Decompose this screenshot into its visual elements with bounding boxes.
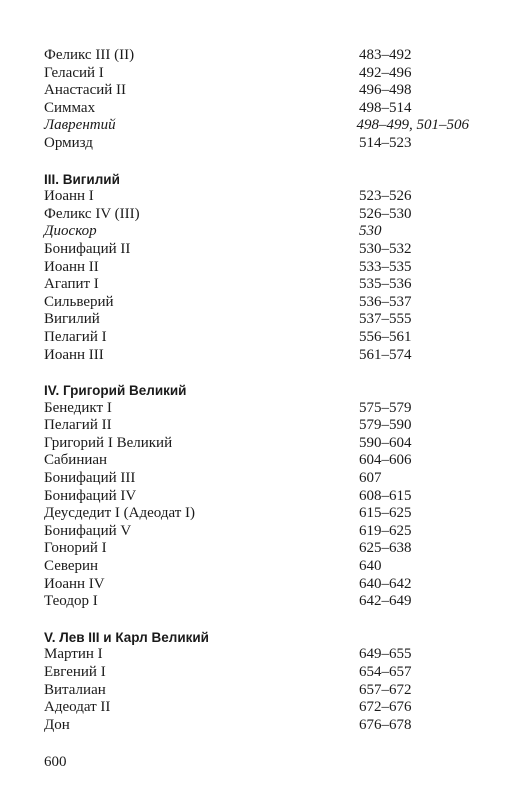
section-heading: V. Лев III и Карл Великий: [44, 629, 209, 645]
pope-name: Иоанн I: [44, 188, 94, 205]
pope-name: Бенедикт I: [44, 399, 112, 416]
table-row: [44, 276, 469, 294]
pope-name: Деусдедит I (Адеодат I): [44, 505, 196, 522]
table-row: [44, 65, 469, 83]
pope-name: Мартин I: [44, 646, 103, 663]
pope-name: Адеодат II: [44, 699, 111, 716]
pope-name: Бонифаций III: [44, 470, 136, 487]
table-row: [44, 452, 469, 470]
table-row: [44, 417, 469, 435]
table-row: [44, 470, 469, 488]
pope-name: Бонифаций IV: [44, 487, 137, 504]
pope-dates: 523–526: [359, 188, 412, 205]
table-row: [44, 347, 469, 365]
table-row: [44, 135, 469, 153]
table-row: [44, 400, 469, 418]
pope-dates: 657–672: [359, 681, 412, 698]
pope-dates: 642–649: [359, 593, 412, 610]
pope-name: Вигилий: [44, 311, 100, 328]
pope-dates: 649–655: [359, 646, 412, 663]
table-row: [44, 47, 469, 65]
pope-name: Пелагий II: [44, 417, 112, 434]
pope-name: Сабиниан: [44, 452, 108, 469]
section-heading: III. Вигилий: [44, 171, 120, 187]
table-row: [44, 188, 469, 206]
pope-name: Теодор I: [44, 593, 98, 610]
table-row: [44, 664, 469, 682]
table-row: [44, 259, 469, 277]
section-heading: IV. Григорий Великий: [44, 383, 187, 399]
pope-name: Феликс IV (III): [44, 205, 140, 222]
pope-dates: 615–625: [359, 505, 412, 522]
pope-dates: 625–638: [359, 540, 412, 557]
table-row-antipope: [44, 223, 469, 241]
page-number: 600: [44, 754, 67, 770]
pope-name: Геласий I: [44, 64, 104, 81]
pope-name: Гонорий I: [44, 540, 107, 557]
table-row: [44, 505, 469, 523]
pope-name: Иоанн II: [44, 258, 99, 275]
table-row: [44, 682, 469, 700]
table-row: [44, 435, 469, 453]
pope-name: Агапит I: [44, 276, 99, 293]
pope-dates: 575–579: [359, 399, 412, 416]
table-row: [44, 646, 469, 664]
pope-name: Ормизд: [44, 134, 93, 151]
pope-dates: 535–536: [359, 276, 412, 293]
section-vigilius: [44, 171, 469, 365]
pope-dates: 530–532: [359, 240, 412, 257]
pope-name: Дон: [44, 716, 70, 733]
pope-name: Пелагий I: [44, 328, 107, 345]
pope-dates: 496–498: [359, 82, 412, 99]
section-gregory-the-great: [44, 382, 469, 611]
pope-name: Сильверий: [44, 293, 114, 310]
table-row: [44, 523, 469, 541]
pope-name: Диоскор: [44, 223, 97, 240]
pope-dates: 590–604: [359, 434, 412, 451]
table-row: [44, 329, 469, 347]
pope-dates: 640–642: [359, 575, 412, 592]
pope-dates: 533–535: [359, 258, 412, 275]
pope-dates: 526–530: [359, 205, 412, 222]
pope-dates: 608–615: [359, 487, 412, 504]
pope-dates: 514–523: [359, 134, 412, 151]
table-row-antipope: [44, 117, 469, 135]
pope-dates: 530: [359, 223, 382, 240]
pope-dates: 492–496: [359, 64, 412, 81]
table-row: [44, 311, 469, 329]
pope-name: Анастасий II: [44, 82, 127, 99]
pope-dates: 619–625: [359, 522, 412, 539]
pope-name: Симмах: [44, 99, 96, 116]
pope-dates: 676–678: [359, 716, 412, 733]
pope-dates: 556–561: [359, 328, 412, 345]
table-row: [44, 593, 469, 611]
pope-dates: 498–514: [359, 99, 412, 116]
table-row: [44, 206, 469, 224]
table-row: [44, 699, 469, 717]
table-row: [44, 540, 469, 558]
pope-name: Бонифаций V: [44, 522, 132, 539]
pope-dates: 537–555: [359, 311, 412, 328]
table-row: [44, 488, 469, 506]
pope-name: Иоанн III: [44, 346, 104, 363]
table-row: [44, 558, 469, 576]
pope-dates: 498–499, 501–506: [356, 117, 469, 134]
pope-name: Феликс III (II): [44, 47, 135, 63]
section-continued: [44, 47, 469, 153]
table-row: [44, 294, 469, 312]
table-row: [44, 82, 469, 100]
pope-name: Бонифаций II: [44, 240, 131, 257]
table-row: [44, 576, 469, 594]
pope-dates: 483–492: [359, 47, 412, 63]
pope-dates: 604–606: [359, 452, 412, 469]
popes-list: [44, 47, 469, 752]
pope-dates: 579–590: [359, 417, 412, 434]
table-row: [44, 717, 469, 735]
pope-name: Григорий I Великий: [44, 434, 173, 451]
pope-name: Евгений I: [44, 664, 106, 680]
pope-name: Виталиан: [44, 681, 106, 698]
pope-dates: 607: [359, 470, 382, 487]
table-row: [44, 241, 469, 259]
pope-dates: 654–657: [359, 664, 412, 680]
pope-dates: 536–537: [359, 293, 412, 310]
pope-name: Северин: [44, 558, 99, 575]
table-row: [44, 100, 469, 118]
pope-name: Иоанн IV: [44, 575, 105, 592]
section-leo-iii-and-charlemagne: [44, 629, 469, 735]
pope-dates: 561–574: [359, 346, 412, 363]
pope-dates: 640: [359, 558, 382, 575]
pope-name: Лаврентий: [44, 117, 116, 134]
pope-dates: 672–676: [359, 699, 412, 716]
